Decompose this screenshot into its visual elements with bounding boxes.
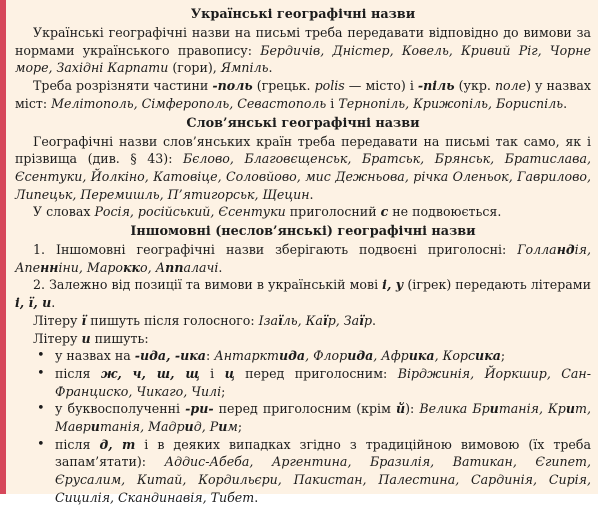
example-italic: р, За [327,312,360,328]
example-italic: Вірджинія, Йоркшир, Сан-Франциско, Чикаго, Чилі [55,365,591,399]
emphasis-bold-italic: и [565,401,576,417]
emphasis-bold-italic: -піль [417,78,455,94]
emphasis-bold-italic: -ида, -ика [134,348,206,364]
text-run: . [51,295,56,311]
emphasis-bold-italic: ика [475,348,501,364]
emphasis-bold-italic: ї [81,312,87,328]
example-italic: ія, Апе [15,242,591,275]
paragraph [15,330,591,348]
example-italic: р [363,312,373,328]
emphasis-bold-italic: нн [40,259,59,275]
example-italic: , Флор [305,348,348,364]
text-run: Літеру [33,330,82,346]
example-italic: Бердичів, Дністер, Ковель, Кривий Ріг, Чорне море, Західні Карпати [15,42,591,76]
paragraph [15,203,591,221]
emphasis-bold-italic: и [81,330,91,346]
text-run: після [55,436,100,452]
text-run: Треба розрізняти частини [33,78,213,94]
emphasis-bold-italic: с [380,204,389,220]
example-italic: Іза [258,312,278,328]
emphasis-bold-italic: і, у [382,277,404,293]
example-italic: Росія, російський, Єсентуки [94,204,286,220]
emphasis-bold-italic: и [184,419,194,435]
example-italic: д, Р [193,419,219,435]
text-run: перед приголосним (крім [213,401,396,417]
example-italic: поле [494,78,527,94]
text-run: пишуть після голосного: [86,312,259,328]
text-run: . [268,60,273,76]
text-run: перед приголосним: [234,365,398,381]
paragraph [15,312,591,330]
paragraph [15,77,591,112]
example-italic: Ямпіль [220,60,269,76]
text-run: ) у назвах міст: [15,78,591,111]
text-run: ): [405,401,420,417]
example-italic: танія, Кр [498,401,566,417]
text-run: і [326,95,339,111]
emphasis-bold-italic: ида [279,348,306,364]
heading-slavic-names: Слов’янські географічні назви [186,115,420,131]
heading-ukrainian-names: Українські географічні назви [190,7,416,22]
text-run: (ігрек) передають літерами [403,277,591,293]
page-content [15,6,591,507]
text-run: (гори), [168,60,221,76]
example-italic: Велика Бр [419,401,490,417]
text-run: приголосний [285,204,381,220]
example-italic: Голла [517,242,557,258]
paragraph [15,241,591,276]
example-italic: , Афр [373,348,409,364]
example-italic: о, А [140,259,166,275]
example-italic: Бєлово, Благовєщенськ, Братськ, Брянськ, Братислава, Єсентуки, Йолкіно, Катовіце, Соловйово, мис Дежньова, річка Оленьок, Гаврилово, Липецьк, Перемишль, П’ятигорськ, Щецин [15,151,592,202]
list-item [33,400,591,435]
example-italic: іни, Маро [58,259,123,275]
emphasis-bold-italic: и [90,419,100,435]
text-run: після [55,365,101,381]
example-italic: ль, Ка [282,312,323,328]
text-run: (укр. [454,78,495,94]
example-italic: м [227,419,238,435]
emphasis-bold-italic: ї [277,312,283,328]
text-run: пишуть: [90,330,149,346]
text-run: (грецьк. [252,78,315,94]
text-run: . [372,312,377,328]
emphasis-bold-italic: нд [556,242,575,258]
emphasis-bold-italic: пп [165,259,184,275]
text-run: : [205,348,215,364]
emphasis-bold-italic: -поль [212,78,253,94]
heading-foreign-names: Іншомовні (неслов’янські) географічні назви [130,224,476,240]
text-run: . [309,186,314,202]
emphasis-bold-italic: д, т [99,436,136,452]
emphasis-bold-italic: ї [359,312,364,328]
emphasis-bold-italic: ида [347,348,374,364]
text-run: . [563,95,568,111]
paragraph [15,24,591,77]
text-run: 1. Іншомовні географічні назви зберігають подвоєні приголосні: [33,242,518,258]
emphasis-bold-italic: і, ї, и [15,295,52,311]
text-run: . [254,489,259,505]
example-italic: polis [314,78,345,94]
text-run: у назвах на [55,348,135,364]
list-item [33,365,591,400]
text-run: у буквосполученні [55,401,186,417]
example-italic: Антаркт [214,348,279,364]
emphasis-bold-italic: ц [224,365,235,381]
text-run: ; [500,348,506,364]
text-run: Літеру [33,312,82,328]
paragraph [15,276,591,311]
text-run: ; [221,383,226,399]
text-run: Українські географічні назви на письмі треба передавати відповідно до вимови за нормами українського правопису: [15,25,591,58]
emphasis-bold-italic: кк [122,259,141,275]
text-run: У словах [33,204,95,220]
text-run: і [199,365,225,381]
emphasis-bold-italic: ї [322,312,328,328]
emphasis-bold-italic: -ри- [185,401,214,417]
example-italic: Аддис-Абеба, Аргентина, Бразилія, Ватикан, Єгипет, Єрусалим, Китай, Кордильєри, Пакистан, Палестина, Сардинія, Сирія, Сицилія, Скандинавія, Тибет [55,454,591,505]
left-accent-bar [0,0,6,494]
list-item [33,436,591,507]
example-italic: Мелітополь, Сімферополь, Севастополь [51,95,327,111]
paragraph [15,133,591,204]
example-italic: , Корс [434,348,476,364]
text-run: — місто) і [344,78,418,94]
rules-list [15,347,591,506]
example-italic: танія, Мадр [99,419,185,435]
emphasis-bold-italic: ика [408,348,435,364]
emphasis-bold-italic: и [489,401,499,417]
example-italic: алачі [183,259,219,275]
text-run: 2. Залежно від позиції та вимови в українській мові [33,277,383,293]
text-run: . [218,259,223,275]
text-run: не подвоюється. [388,204,502,220]
emphasis-bold-italic: ж, ч, ш, щ [100,365,200,381]
text-run: ; [237,419,243,435]
example-italic: т, Мавр [55,401,591,435]
emphasis-bold-italic: и [218,419,228,435]
list-item [33,347,591,365]
text-run: Географічні назви слов’янських країн треба передавати на письмі так само, як і прізвища (див. § 43): [15,133,591,167]
example-italic: Тернопіль, Крижопіль, Бориспіль [338,95,564,111]
text-run: і в деяких випадках згідно з традиційною вимовою (їх треба запам’ятати): [55,436,591,470]
emphasis-bold-italic: й [395,401,406,417]
